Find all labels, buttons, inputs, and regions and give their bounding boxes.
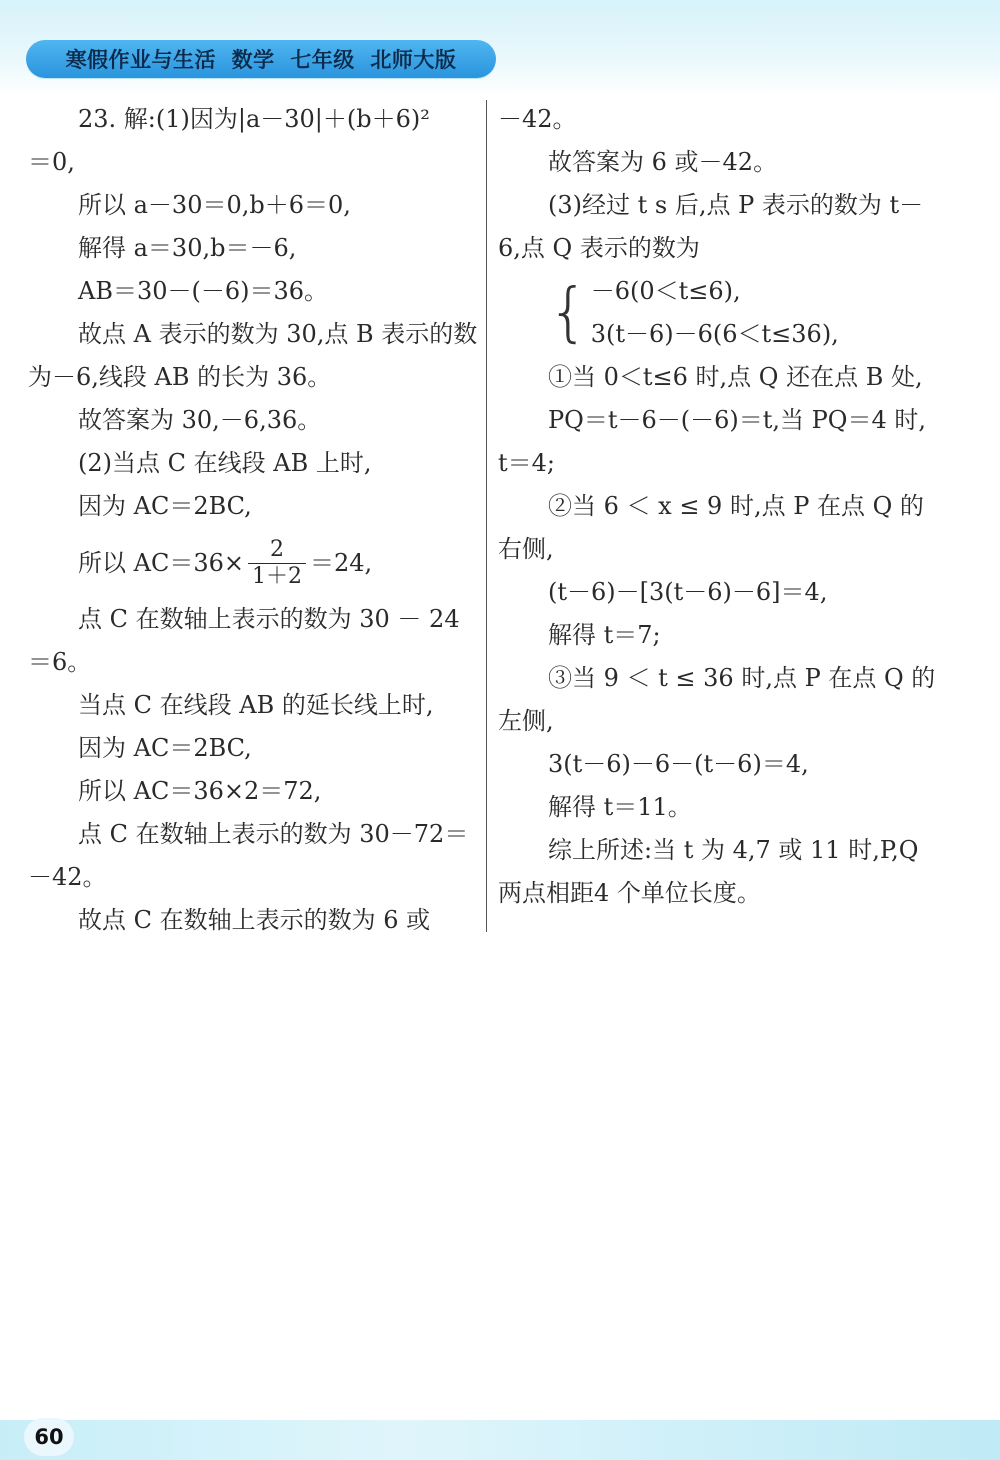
left-brace-icon: {: [548, 276, 589, 350]
text-line: 因为 AC＝2BC,: [78, 734, 252, 762]
left-column: [28, 98, 476, 942]
text-line: 解得 t＝7;: [548, 621, 661, 649]
text-line: ＝0,: [28, 148, 75, 176]
text-line: 故答案为 30,－6,36。: [78, 406, 322, 434]
text-line: 点 C 在数轴上表示的数为 30 － 24: [78, 605, 460, 633]
text-line: 两点相距4 个单位长度。: [498, 879, 761, 907]
text-line: 6,点 Q 表示的数为: [498, 234, 700, 262]
text-line: 所以 AC＝36×2＝72,: [78, 777, 322, 805]
text-line: 故点 C 在数轴上表示的数为 6 或: [78, 906, 431, 934]
text-line: 故点 A 表示的数为 30,点 B 表示的数: [78, 320, 478, 348]
book-title-banner: [26, 40, 496, 78]
book-title: 寒假作业与生活 数学 七年级 北师大版: [65, 48, 457, 72]
right-column: [498, 98, 954, 915]
text-line: 左侧,: [498, 707, 554, 735]
text-line: 解得 t＝11。: [548, 793, 692, 821]
text-line: 点 C 在数轴上表示的数为 30－72＝: [78, 820, 469, 848]
text-line: (3)经过 t s 后,点 P 表示的数为 t－: [548, 191, 924, 219]
fraction-denominator: 1＋2: [248, 563, 306, 590]
text-line: AB＝30－(－6)＝36。: [78, 277, 329, 305]
text-line: 解得 a＝30,b＝－6,: [78, 234, 297, 262]
system-case: －6(0＜t≤6),: [590, 277, 741, 305]
text-line: t＝4;: [498, 449, 555, 477]
fraction-suffix: ＝24,: [309, 548, 373, 577]
text-line: (t－6)－[3(t－6)－6]＝4,: [548, 578, 828, 606]
text-line: 当点 C 在线段 AB 的延长线上时,: [78, 691, 434, 719]
text-line: －42。: [498, 105, 577, 133]
text-line: 故答案为 6 或－42。: [548, 148, 778, 176]
footer-band: [0, 1420, 1000, 1460]
text-line: ②当 6 ＜ x ≤ 9 时,点 P 在点 Q 的: [548, 492, 924, 520]
text-line: ③当 9 ＜ t ≤ 36 时,点 P 在点 Q 的: [548, 664, 936, 692]
text-line: 为－6,线段 AB 的长为 36。: [28, 363, 332, 391]
text-line: ①当 0＜t≤6 时,点 Q 还在点 B 处,: [548, 363, 923, 391]
fraction-numerator: 2: [269, 536, 284, 562]
text-line: ＝6。: [28, 648, 92, 676]
text-line: 右侧,: [498, 535, 554, 563]
fraction-equation: [28, 528, 476, 598]
text-line: 因为 AC＝2BC,: [78, 492, 252, 520]
fraction-prefix: 所以 AC＝36×: [78, 548, 244, 577]
piecewise-system: [498, 270, 954, 356]
text-line: 23. 解:(1)因为|a－30|＋(b＋6)²: [78, 105, 430, 133]
fraction: [248, 537, 306, 590]
text-line: 3(t－6)－6－(t－6)＝4,: [548, 750, 809, 778]
text-line: 所以 a－30＝0,b＋6＝0,: [78, 191, 351, 219]
text-line: PQ＝t－6－(－6)＝t,当 PQ＝4 时,: [548, 406, 926, 434]
page-number: 60: [24, 1418, 74, 1456]
column-divider: [486, 100, 487, 932]
text-line: (2)当点 C 在线段 AB 上时,: [78, 449, 372, 477]
text-line: －42。: [28, 863, 107, 891]
text-line: 综上所述:当 t 为 4,7 或 11 时,P,Q: [548, 836, 919, 864]
system-case: 3(t－6)－6(6＜t≤36),: [590, 320, 839, 348]
